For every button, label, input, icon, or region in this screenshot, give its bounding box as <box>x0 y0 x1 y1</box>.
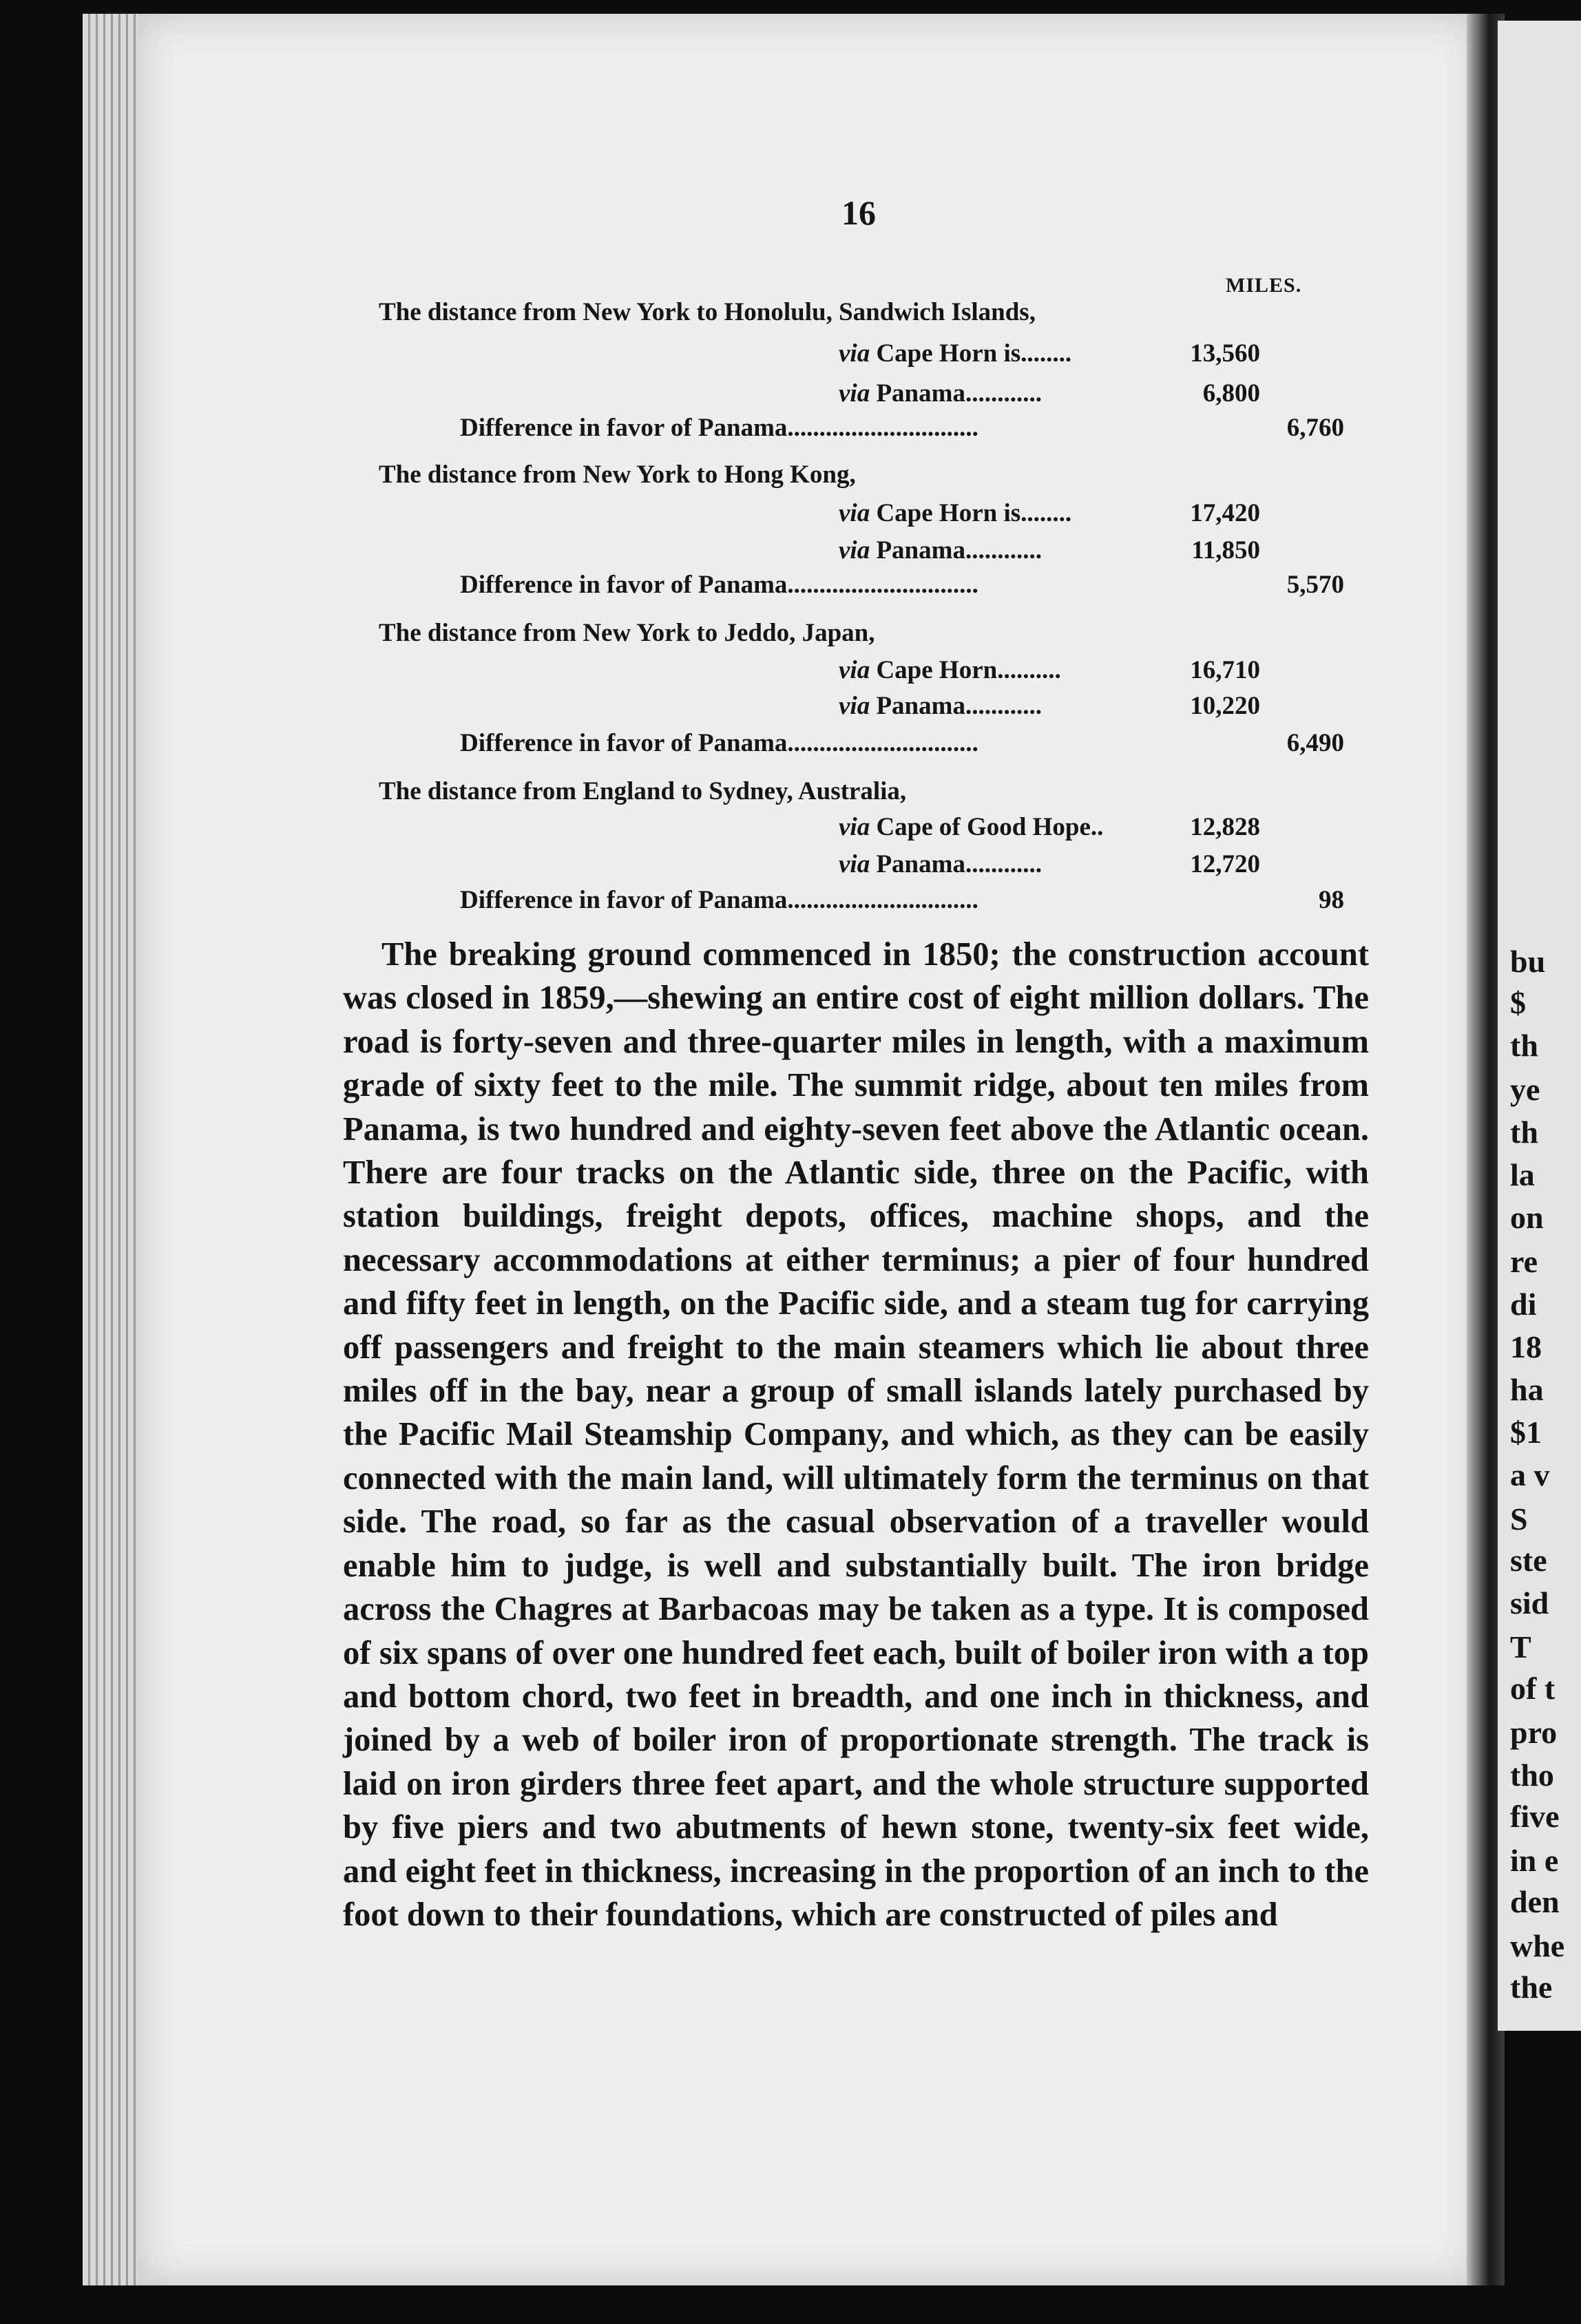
facing-page-fragment: re <box>1510 1244 1538 1279</box>
via-row <box>839 849 1042 879</box>
facing-page-fragment: di <box>1510 1287 1537 1322</box>
paragraph-text: The breaking ground commenced in 1850; the construction account was closed in 1859,—shewing an entire cost of eight million dollars. The road is forty-seven and three-quarter miles in length, with a maximum grade of sixty feet to the mile. The summit ridge, about ten miles from Panama, is two hundred and eighty-seven feet above the Atlantic ocean. There are four tracks on the Atlantic side, three on the Pacific, with station buildings, freight depots, offices, machine shops, and the necessary accommodations at either terminus; a pier of four hundred and fifty feet in length, on the Pacific side, and a steam tug for carrying off passengers and freight to the main steamers which lie about three miles off in the bay, near a group of small islands lately purchased by the Pacific Mail Steamship Company, and which, as they can be easily connected with the main land, will ultimately form the terminus on that side. The road, so far as the casual observation of a traveller would enable him to judge, is well and substantially built. The iron bridge across the Chagres at Barbacoas may be taken as a type. It is composed of six spans of over one hundred feet each, built of boiler iron with a top and bottom chord, two feet in breadth, and one inch in thickness, and joined by a web of boiler iron of proportionate strength. The track is laid on iron girders three feet apart, and the whole structure supported by five piers and two abutments of hewn stone, twenty-six feet wide, and eight feet in thickness, increasing in the proportion of an inch to the foot down to their foundations, which are constructed of piles and <box>343 936 1369 1933</box>
via-label: Cape Horn.......... <box>876 656 1061 684</box>
via-row <box>839 339 1071 368</box>
facing-page-fragment: ye <box>1510 1072 1540 1107</box>
route-label: The distance from England to Sydney, Australia, <box>379 777 907 805</box>
via-label: Panama............ <box>876 536 1042 564</box>
facing-page-fragment: tho <box>1510 1757 1554 1793</box>
via-value: 10,220 <box>1190 692 1260 720</box>
via-value: 11,850 <box>1191 536 1260 564</box>
via-prefix: via <box>839 692 870 720</box>
facing-page-fragment: ste <box>1510 1543 1547 1578</box>
facing-page-fragment: of t <box>1510 1671 1556 1706</box>
page-number: 16 <box>841 193 876 232</box>
facing-page-fragment: den <box>1510 1884 1560 1919</box>
via-prefix: via <box>839 850 870 878</box>
via-prefix: via <box>839 813 870 841</box>
difference-value: 98 <box>1319 886 1344 914</box>
via-prefix: via <box>839 339 870 368</box>
difference-value: 6,490 <box>1286 729 1344 757</box>
via-label: Panama............ <box>876 850 1042 878</box>
route-label: The distance from New York to Honolulu, Sandwich Islands, <box>379 298 1036 326</box>
route-label: The distance from New York to Jeddo, Japan, <box>379 619 875 647</box>
difference-label: Difference in favor of Panama.............................. <box>460 729 978 757</box>
via-value: 17,420 <box>1190 499 1260 527</box>
facing-page-fragment: ha <box>1510 1372 1544 1407</box>
difference-value: 5,570 <box>1286 571 1344 599</box>
facing-page-fragment: 18 <box>1510 1329 1542 1364</box>
facing-page-fragment: th <box>1510 1028 1538 1063</box>
difference-label: Difference in favor of Panama.............................. <box>460 571 978 599</box>
via-row <box>839 498 1071 528</box>
miles-column-header: MILES. <box>1226 274 1302 297</box>
facing-page-fragment: sid <box>1510 1585 1549 1620</box>
via-row <box>839 379 1042 408</box>
body-paragraph <box>343 933 1369 1936</box>
via-row <box>839 812 1103 842</box>
facing-page-fragment: whe <box>1510 1928 1565 1963</box>
facing-page-fragment: pro <box>1510 1715 1558 1750</box>
via-prefix: via <box>839 536 870 564</box>
via-value: 12,828 <box>1190 813 1260 841</box>
via-label: Panama............ <box>876 692 1042 720</box>
via-value: 6,800 <box>1202 379 1260 408</box>
facing-page-fragment: in e <box>1510 1843 1559 1878</box>
facing-page-fragment: $1 <box>1510 1415 1542 1450</box>
via-value: 16,710 <box>1190 656 1260 684</box>
facing-page-fragment: la <box>1510 1157 1535 1192</box>
facing-page-fragment: bu <box>1510 944 1546 979</box>
via-value: 13,560 <box>1190 339 1260 368</box>
via-label: Cape Horn is........ <box>876 339 1072 368</box>
via-row <box>839 655 1061 685</box>
via-row <box>839 691 1042 721</box>
via-prefix: via <box>839 656 870 684</box>
route-label: The distance from New York to Hong Kong, <box>379 461 856 489</box>
via-value: 12,720 <box>1190 850 1260 878</box>
facing-page-fragment: five <box>1510 1799 1560 1834</box>
difference-value: 6,760 <box>1286 414 1344 442</box>
facing-page-fragment: $ <box>1510 985 1526 1020</box>
facing-page-fragment: th <box>1510 1115 1538 1150</box>
page-edges <box>83 14 145 2285</box>
via-prefix: via <box>839 379 870 408</box>
facing-page-fragment: T <box>1510 1629 1531 1665</box>
facing-page-fragment: a v <box>1510 1457 1550 1492</box>
facing-page-fragment: on <box>1510 1200 1544 1235</box>
via-label: Cape of Good Hope.. <box>876 813 1104 841</box>
difference-label: Difference in favor of Panama.............................. <box>460 886 978 914</box>
via-label: Panama............ <box>876 379 1042 408</box>
via-row <box>839 536 1042 565</box>
difference-label: Difference in favor of Panama.............................. <box>460 414 978 442</box>
facing-page-fragment: S <box>1510 1501 1528 1536</box>
via-label: Cape Horn is........ <box>876 499 1072 527</box>
facing-page-fragment: the <box>1510 1969 1553 2005</box>
via-prefix: via <box>839 499 870 527</box>
